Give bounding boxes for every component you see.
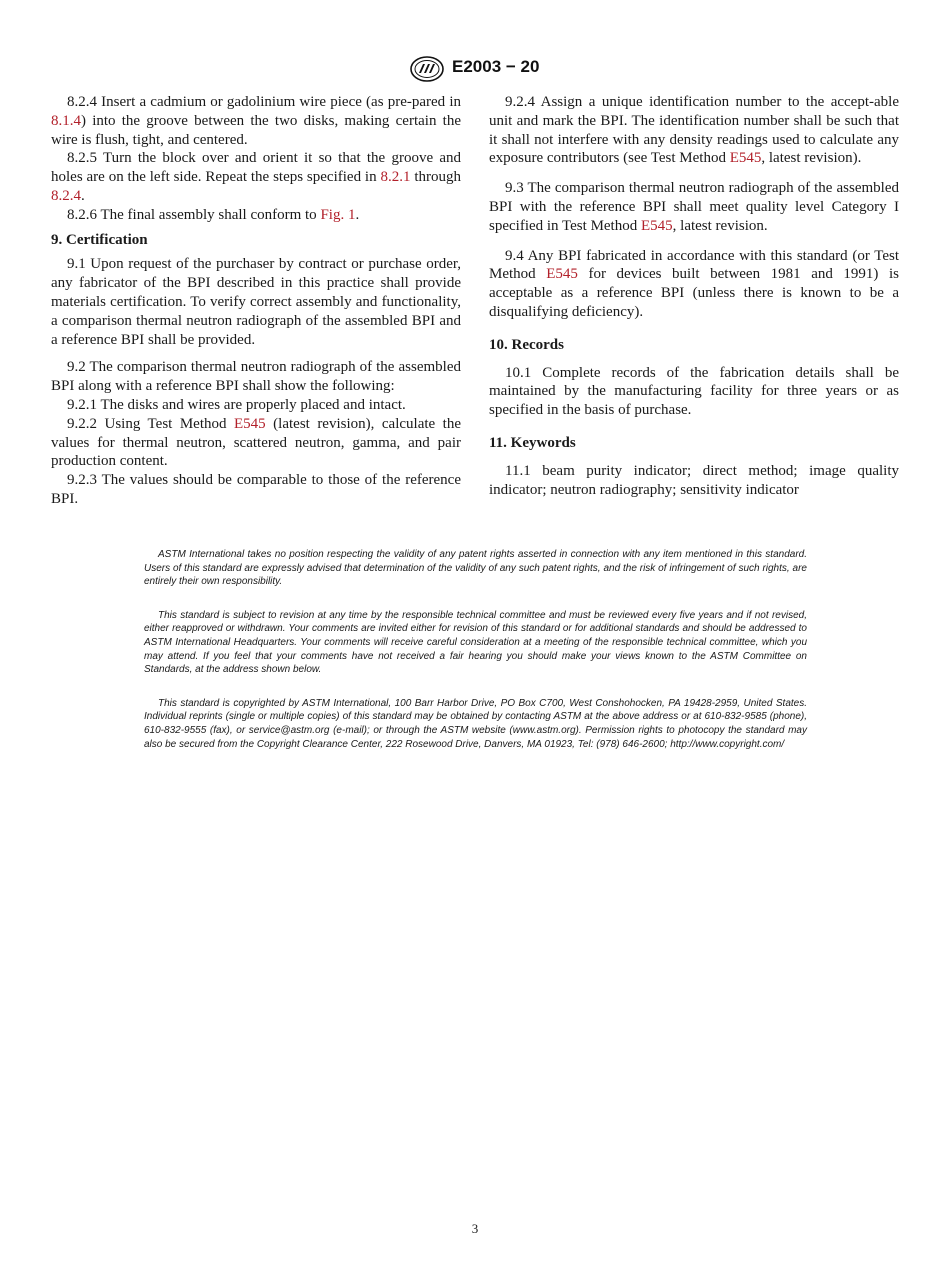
paragraph-8-2-4: 8.2.4 Insert a cadmium or gadolinium wire piece (as pre-pared in 8.1.4) into the groove between the two disks, making certain the wire is flush, tight, and centered. [51, 94, 461, 148]
section-heading-records: 10. Records [489, 336, 564, 353]
copyright-notice: This standard is copyrighted by ASTM International, 100 Barr Harbor Drive, PO Box C700, West Conshohocken, PA 19428-2959, United States. Individual reprints (single or multiple copies) of this standard may be obtained by contacting ASTM at the above address or at 610-832-9585 (phone), 610-832-9555 (fax), or service@astm.org (e-mail); or through the ASTM website (www.astm.org). Permission rights to photocopy the standard may also be secured from the Copyright Clearance Center, 222 Rosewood Drive, Danvers, MA 01923, Tel: (978) 646-2600; http://www.copyright.com/ [144, 697, 807, 750]
ref-link-8-2-1[interactable]: 8.2.1 [380, 169, 411, 186]
paragraph-9-2: 9.2 The comparison thermal neutron radiograph of the assembled BPI along with a reference BPI shall show the following: [51, 359, 461, 395]
right-column [489, 93, 899, 499]
patent-notice: ASTM International takes no position respecting the validity of any patent rights asserted in connection with any item mentioned in this standard. Users of this standard are expressly advised that determination of the validity of any such patent rights, and the risk of infringement of such rights, are entirely their own responsibility. [144, 549, 807, 588]
paragraph-10-1: 10.1 Complete records of the fabrication details shall be maintained by the manufacturing facility for three years or as specified in the basis of purchase. [489, 364, 899, 419]
ref-link-e545[interactable]: E545 [729, 150, 762, 167]
paragraph-9-4: 9.4 Any BPI fabricated in accordance with this standard (or Test Method E545 for devices built between 1981 and 1991) is acceptable as a reference BPI (unless there is known to be a disqualifying deficiency). [489, 247, 899, 320]
left-column [51, 93, 461, 509]
paragraph-9-1: 9.1 Upon request of the purchaser by contract or purchase order, any fabricator of the BPI described in this practice shall provide materials certification. To verify correct assembly and functionality, a comparison thermal neutron radiograph of the assembled BPI and a reference BPI shall be provided. [51, 256, 461, 348]
paragraph-9-2-3: 9.2.3 The values should be comparable to those of the reference BPI. [51, 472, 461, 507]
ref-link-fig-1[interactable]: Fig. 1 [320, 206, 356, 223]
page-header [0, 56, 950, 82]
paragraph-8-2-5: 8.2.5 Turn the block over and orient it so that the groove and holes are on the left side. Repeat the steps specified in 8.2.1 through 8.2.4. [51, 150, 461, 204]
ref-link-8-1-4[interactable]: 8.1.4 [51, 112, 81, 129]
ref-link-e545[interactable]: E545 [640, 217, 673, 234]
standard-designation: E2003 − 20 [452, 57, 540, 76]
paragraph-9-3: 9.3 The comparison thermal neutron radiograph of the assembled BPI with the reference BPI shall meet quality level Category I specified in Test Method E545, latest revision. [489, 180, 899, 234]
paragraph-11-1: 11.1 beam purity indicator; direct method; image quality indicator; neutron radiography; sensitivity indicator [489, 462, 899, 498]
ref-link-e545[interactable]: E545 [234, 415, 266, 432]
paragraph-9-2-2: 9.2.2 Using Test Method E545 (latest revision), calculate the values for thermal neutron, scattered neutron, gamma, and pair production content. [51, 415, 461, 470]
paragraph-8-2-6: 8.2.6 The final assembly shall conform to Fig. 1. [67, 206, 360, 223]
section-heading-keywords: 11. Keywords [489, 434, 576, 451]
astm-logo-icon [410, 56, 444, 82]
legal-notices [144, 548, 807, 771]
revision-notice: This standard is subject to revision at any time by the responsible technical committee and must be reviewed every five years and if not revised, either reapproved or withdrawn. Your comments are invited either for revision of this standard or for additional standards and should be addressed to ASTM International Headquarters. Your comments will receive careful consideration at a meeting of the responsible technical committee, which you may attend. If you feel that your comments have not received a fair hearing you should make your views known to the ASTM Committee on Standards, at the address shown below. [144, 609, 807, 676]
paragraph-9-2-1: 9.2.1 The disks and wires are properly placed and intact. [67, 396, 406, 413]
page-number: 3 [471, 1221, 479, 1236]
section-heading-certification: 9. Certification [51, 231, 148, 248]
ref-link-8-2-4[interactable]: 8.2.4 [51, 187, 81, 204]
paragraph-9-2-4: 9.2.4 Assign a unique identification number to the accept-able unit and mark the BPI. The identification number shall be such that it shall not interfere with any density readings used to calculate any exposure contributors (see Test Method E545, latest revision). [489, 94, 899, 167]
ref-link-e545[interactable]: E545 [546, 266, 578, 283]
